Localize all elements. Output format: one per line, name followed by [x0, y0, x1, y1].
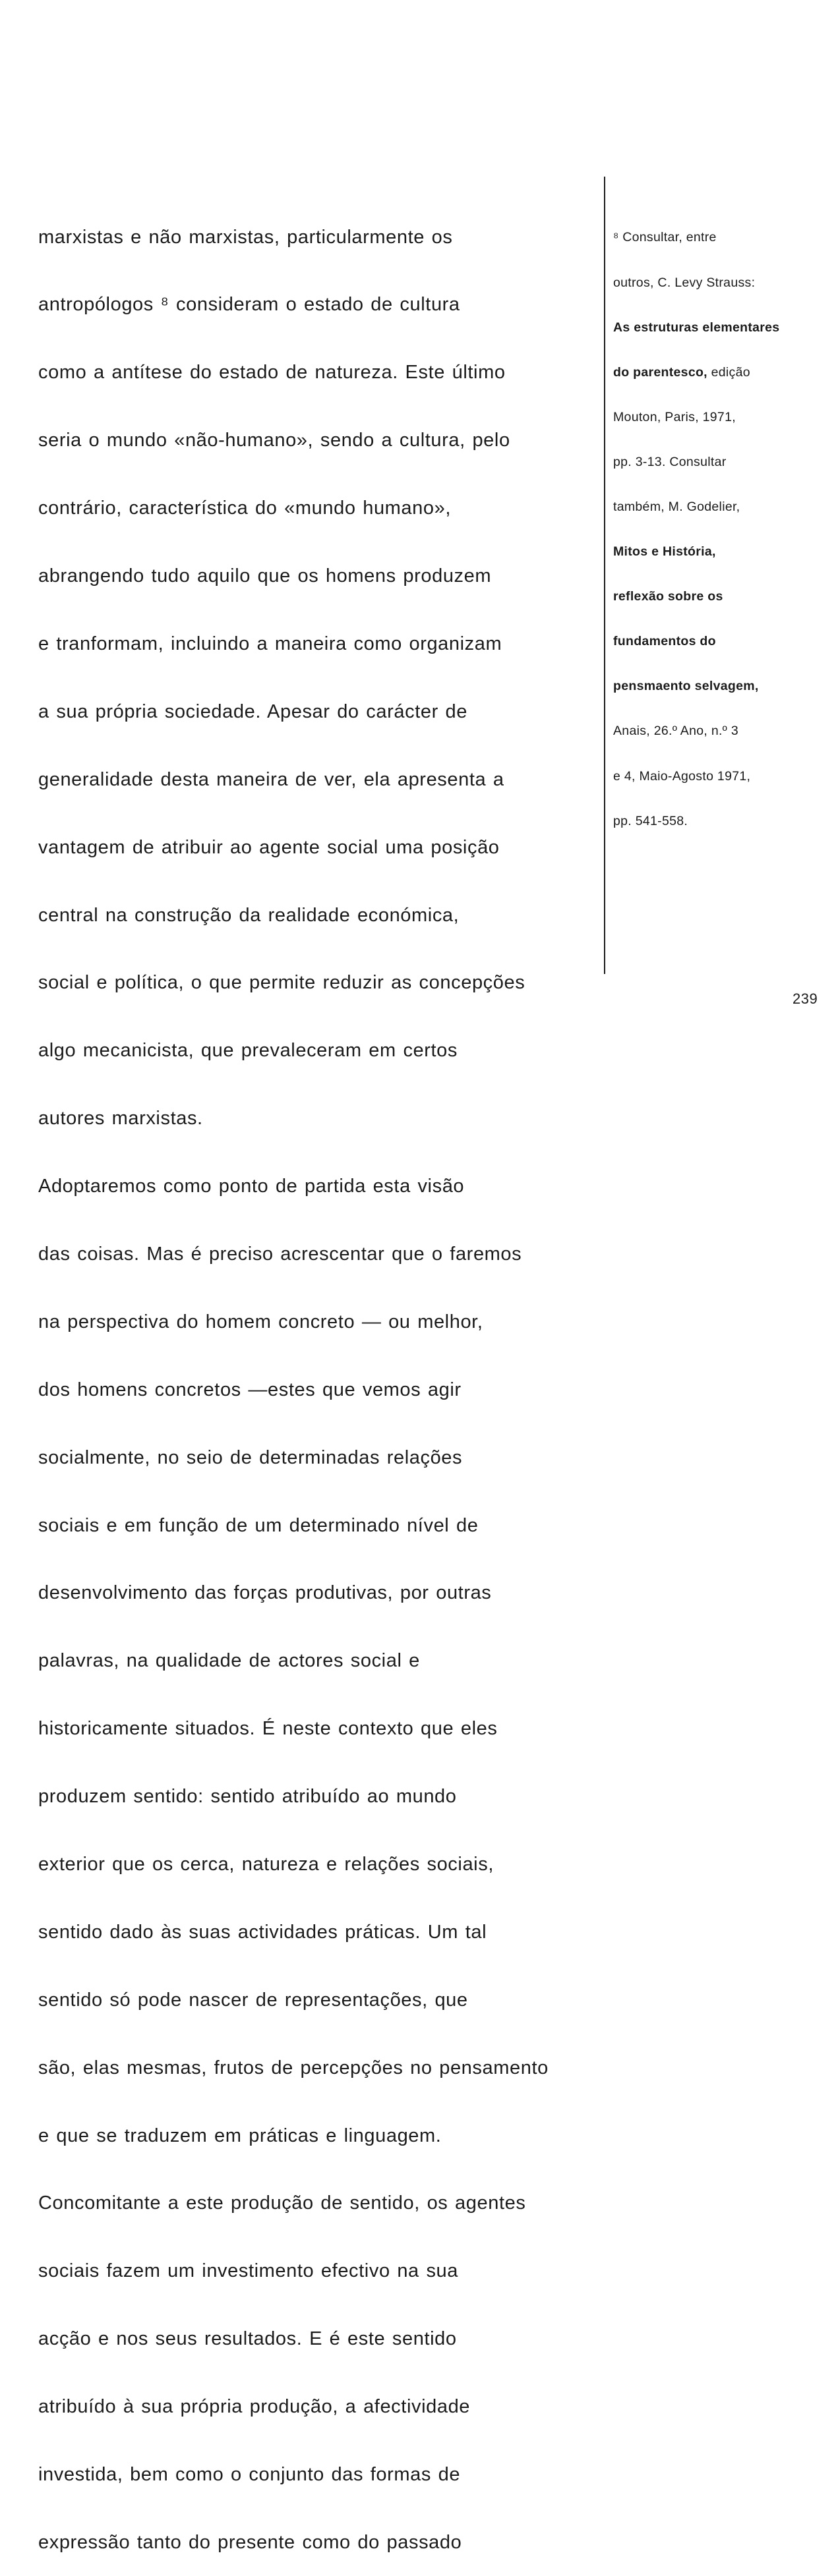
body-line: expressão tanto do presente como do passado [38, 2531, 462, 2553]
body-line: abrangendo tudo aquilo que os homens produzem [38, 565, 492, 587]
body-line: antropólogos ⁸ consideram o estado de cultura [38, 294, 460, 316]
body-line: e tranformam, incluindo a maneira como organizam [38, 633, 502, 654]
body-line: social e política, o que permite reduzir as concepções [38, 972, 525, 994]
page-number: 239 [793, 990, 818, 1007]
body-line: exterior que os cerca, natureza e relações sociais, [38, 1853, 494, 1875]
footnote-line: também, M. Godelier, [613, 499, 740, 514]
body-line: generalidade desta maneira de ver, ela apresenta a [38, 768, 504, 790]
footnote-fragment: edição [707, 364, 750, 380]
footnote-line-bold: fundamentos do [613, 634, 716, 649]
body-line: seria o mundo «não-humano», sendo a cultura, pelo [38, 430, 510, 451]
body-line: a sua própria sociedade. Apesar do carácter de [38, 701, 467, 722]
footnote-line: pp. 541-558. [613, 813, 688, 828]
body-line: e que se traduzem em práticas e linguagem. [38, 2125, 442, 2146]
body-line: são, elas mesmas, frutos de percepções no pensamento [38, 2057, 549, 2078]
body-line: Adoptaremos como ponto de partida esta visão [38, 1176, 465, 1197]
footnote-line: Anais, 26.º Ano, n.º 3 [613, 724, 738, 739]
footnote-line: outros, C. Levy Strauss: [613, 275, 756, 290]
body-line: acção e nos seus resultados. E é este sentido [38, 2328, 457, 2350]
footnote-line-bold: reflexão sobre os [613, 589, 723, 604]
body-line: vantagem de atribuir ao agente social uma posição [38, 836, 500, 858]
body-line: sentido dado às suas actividades práticas. Um tal [38, 1921, 487, 1943]
body-line: palavras, na qualidade de actores social e [38, 1650, 420, 1672]
body-line: sociais e em função de um determinado nível de [38, 1514, 479, 1536]
body-line: autores marxistas. [38, 1108, 203, 1130]
body-line: marxistas e não marxistas, particularmente os [38, 226, 453, 248]
footnote-line-bold: As estruturas elementares [613, 320, 780, 335]
footnote-line: e 4, Maio-Agosto 1971, [613, 768, 751, 784]
footnote-bold-fragment: do parentesco, [613, 364, 707, 380]
footnote-line: pp. 3-13. Consultar [613, 454, 727, 469]
body-line: na perspectiva do homem concreto — ou melhor, [38, 1311, 483, 1332]
body-line: socialmente, no seio de determinadas relações [38, 1446, 463, 1468]
body-line: como a antítese do estado de natureza. Este último [38, 362, 506, 384]
footnote-line: Mouton, Paris, 1971, [613, 409, 736, 424]
footnote-line [613, 365, 831, 380]
margin-divider [604, 177, 605, 974]
body-line: historicamente situados. É neste contexto que eles [38, 1718, 498, 1740]
body-line: dos homens concretos —estes que vemos agir [38, 1379, 462, 1400]
body-line: sentido só pode nascer de representações, que [38, 1989, 468, 2011]
body-line: central na construção da realidade económica, [38, 904, 460, 926]
body-line: produzem sentido: sentido atribuído ao mundo [38, 1786, 457, 1808]
body-line: atribuído à sua própria produção, a afectividade [38, 2396, 471, 2418]
footnote-line-bold: pensmaento selvagem, [613, 679, 759, 694]
body-line: Concomitante a este produção de sentido, os agentes [38, 2192, 526, 2214]
body-line: desenvolvimento das forças produtivas, por outras [38, 1582, 492, 1604]
footnote-line: ⁸ Consultar, entre [613, 230, 717, 245]
body-line: sociais fazem um investimento efectivo na sua [38, 2260, 458, 2282]
body-line: algo mecanicista, que prevaleceram em certos [38, 1040, 458, 1062]
footnote [613, 200, 831, 844]
body-line: contrário, característica do «mundo humano», [38, 498, 451, 519]
body-line: investida, bem como o conjunto das formas de [38, 2463, 461, 2485]
body-text [38, 181, 599, 2576]
footnote-line-bold: Mitos e História, [613, 544, 716, 559]
body-line: das coisas. Mas é preciso acrescentar que o faremos [38, 1243, 522, 1265]
